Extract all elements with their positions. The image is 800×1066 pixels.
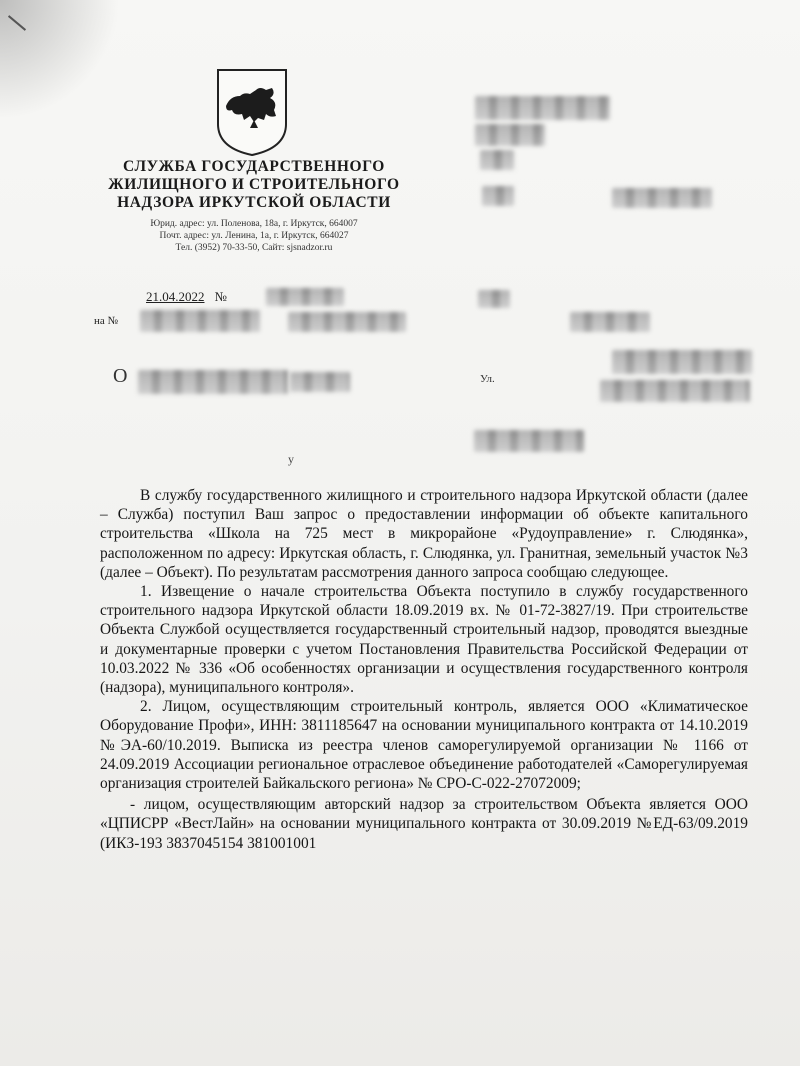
contacts-line: Тел. (3952) 70-33-50, Сайт: sjsnadzor.ru: [175, 243, 333, 253]
redaction-block: [474, 430, 584, 452]
letter-body: [100, 486, 748, 853]
redaction-block: [290, 372, 350, 392]
redaction-block: [612, 350, 752, 374]
street-mark: Ул.: [480, 373, 495, 385]
reference-prefix: на №: [94, 315, 119, 327]
redaction-block: [570, 312, 650, 332]
org-name-line-3: НАДЗОРА ИРКУТСКОЙ ОБЛАСТИ: [117, 194, 391, 211]
redaction-block: [288, 312, 406, 332]
org-name-line-1: СЛУЖБА ГОСУДАРСТВЕННОГО: [123, 158, 385, 175]
letterhead: [98, 158, 410, 254]
redaction-block: [482, 186, 514, 206]
registration-date: 21.04.2022: [146, 289, 205, 304]
redaction-block: [475, 124, 545, 146]
registration-number-prefix: №: [214, 289, 227, 304]
intro-paragraph: В службу государственного жилищного и строительного надзора Иркутской области (далее – Служба) поступил Ваш запрос о предоставлении информации об объекте капитального строительства «Школа на 725 мест в микрорайоне «Рудоуправление» г. Слюдянка», расположенном по адресу: Иркутская область, г. Слюдянка, ул. Гранитная, земельный участок №3 (далее – Объект). По результатам рассмотрения данного запроса сообщаю следующее.: [100, 487, 748, 581]
postal-address: Почт. адрес: ул. Ленина, 1а, г. Иркутск, 664027: [159, 231, 349, 241]
legal-address: Юрид. адрес: ул. Поленова, 18а, г. Иркутск, 664007: [150, 219, 358, 229]
address-fragment: у: [288, 452, 294, 466]
addressee-initial: О: [113, 365, 128, 387]
registration-date-row: [120, 289, 227, 305]
redaction-block: [475, 96, 610, 120]
redaction-block: [266, 288, 344, 306]
redaction-block: [612, 188, 712, 208]
org-name-line-2: ЖИЛИЩНОГО И СТРОИТЕЛЬНОГО: [108, 176, 400, 193]
reference-row: [94, 315, 118, 327]
photo-shadow: [0, 0, 120, 120]
paragraph-author-supervision: - лицом, осуществляющим авторский надзор за строительством Объекта является ООО «ЦПИСРР «ВестЛайн» на основании муниципального контракта от 30.09.2019 №ЕД-63/09.2019 (ИКЗ-193 3837045154 381001001: [100, 796, 748, 852]
redaction-block: [138, 370, 288, 394]
paragraph-2: 2. Лицом, осуществляющим строительный контроль, является ООО «Климатическое Оборудование Профи», ИНН: 3811185647 на основании муниципального контракта от 14.10.2019 №ЭА-60/10.2019. Выписка из реестра членов саморегулируемой организации № 1166 от 24.09.2019 Ассоциации региональное отраслевое объединение работодателей «Саморегулируемая организация строителей Байкальского региона» № СРО-С-022-27072009;: [100, 698, 748, 793]
redaction-block: [478, 290, 510, 308]
redaction-block: [600, 380, 750, 402]
redaction-block: [140, 310, 260, 332]
paragraph-1: 1. Извещение о начале строительства Объекта поступило в службу государственного строительного надзора Иркутской области 18.09.2019 вх. № 01-72-3827/19. При строительстве Объекта Службой осуществляется государственный строительный надзор, проводятся выездные и документарные проверки с учетом Постановления Правительства Российской Федерации от 10.03.2022 № 336 «Об особенностях организации и осуществления государственного контроля (надзора), муниципального контроля».: [100, 583, 748, 697]
redaction-block: [480, 150, 514, 170]
coat-of-arms-emblem: [214, 66, 290, 158]
address-block: [98, 218, 410, 254]
